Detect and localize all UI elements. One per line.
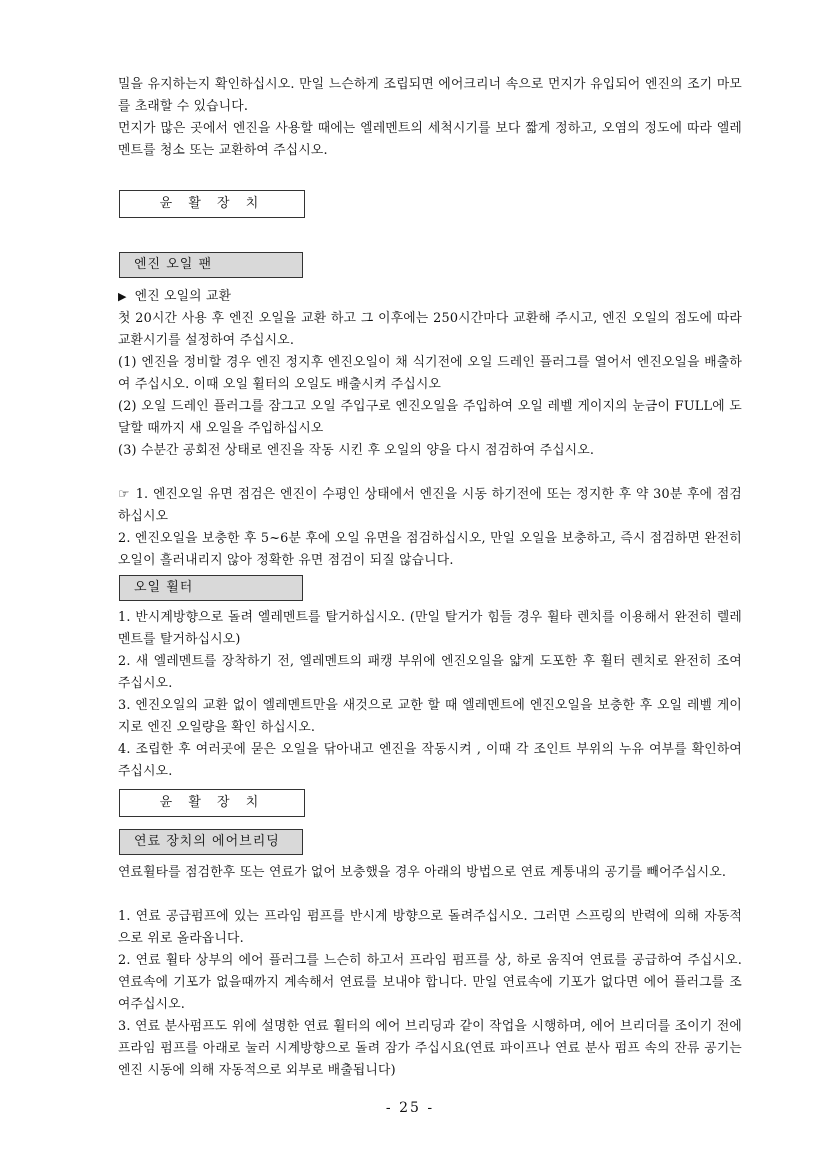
heading-oil-filter: 오일 휠터 xyxy=(119,575,303,601)
oil-filter-step-2: 2. 새 엘레멘트를 장착하기 전, 엘레멘트의 패캥 부위에 엔진오일을 얇게 도포한 후 휠터 렌치로 완전히 조여 주십시오. xyxy=(118,654,742,691)
fuel-bleed-intro: 연료휠타를 점검한후 또는 연료가 없어 보충했을 경우 아래의 방법으로 연료 계통내의 공기를 빼어주십시오. xyxy=(118,865,727,880)
oil-pan-paragraph-1: 첫 20시간 사용 후 엔진 오일을 교환 하고 그 이후에는 250시간마다 교환해 주시고, 엔진 오일의 점도에 따라 교환시기를 설정하여 주십시오. xyxy=(118,311,742,348)
section-title-lubrication-1: 윤 활 장 치 xyxy=(119,190,305,218)
section-title-lubrication-2: 윤 활 장 치 xyxy=(119,789,305,817)
oil-filter-step-3: 3. 엔진오일의 교환 없이 엘레멘트만을 새것으로 교한 할 때 엘레멘트에 엔진오일을 보충한 후 오일 레벨 게이지로 엔진 오일량을 확인 하십시오. xyxy=(118,698,742,735)
oil-pan-step-1: (1) 엔진을 정비할 경우 엔진 정지후 엔진오일이 채 식기전에 오일 드레인 플러그를 열어서 엔진오일을 배출하여 주십시오. 이때 오일 휠터의 오일도 배출시켜 주십시오 xyxy=(118,355,742,392)
triangle-bullet-icon: ▶ xyxy=(118,290,127,303)
oil-filter-step-4: 4. 조립한 후 여러곳에 묻은 오일을 닦아내고 엔진을 작동시켜 , 이때 각 조인트 부위의 누유 여부를 확인하여 주십시오. xyxy=(118,742,742,779)
note-text-1: 1. 엔진오일 유면 점검은 엔진이 수평인 상태에서 엔진을 시동 하기전에 또는 정지한 후 약 30분 후에 점검하십시오 xyxy=(118,487,742,524)
note-paragraph-1 xyxy=(118,484,742,528)
heading-fuel-air-bleeding: 연료 장치의 에어브리딩 xyxy=(119,829,303,855)
oil-pan-step-3: (3) 수분간 공회전 상태로 엔진을 작동 시킨 후 오일의 양을 다시 점검하여 주십시오. xyxy=(118,443,595,458)
page-number: - 25 - xyxy=(385,1100,435,1116)
subheading-text: 엔진 오일의 교환 xyxy=(134,289,232,304)
intro-paragraph-2: 먼지가 많은 곳에서 엔진을 사용할 때에는 엘레멘트의 세척시기를 보다 짧게 정하고, 오염의 정도에 따라 엘레멘트를 청소 또는 교환하여 주십시오. xyxy=(118,121,742,158)
heading-engine-oil-pan: 엔진 오일 팬 xyxy=(119,252,303,278)
oil-filter-step-1: 1. 반시계방향으로 돌려 엘레멘트를 탈거하십시오. (만일 탈거가 힘들 경우 휠타 렌치를 이용해서 완전히 렐레멘트를 탈거하십시오) xyxy=(118,610,742,647)
subheading-oil-change xyxy=(118,286,742,308)
fuel-bleed-step-2: 2. 연료 휠타 상부의 에어 플러그를 느슨히 하고서 프라임 펌프를 상, 하로 움직여 연료를 공급하여 주십시오. 연료속에 기포가 없을때까지 계속해서 연료를 보내야 합니다. 만일 연료속에 기포가 없다면 에어 플러그를 조여주십시오. xyxy=(118,953,742,1012)
fuel-bleed-step-1: 1. 연료 공급펌프에 있는 프라임 펌프를 반시계 방향으로 돌려주십시오. 그러면 스프링의 반력에 의해 자동적으로 위로 올라옵니다. xyxy=(118,909,742,946)
fuel-bleed-step-3: 3. 연료 분사펌프도 위에 설명한 연료 휠터의 에어 브리딩과 같이 작업을 시행하며, 에어 브리더를 조이기 전에 프라임 펌프를 아래로 눌러 시계방향으로 돌려 잠가 주십시요(연료 파이프나 연료 분사 펌프 속의 잔류 공기는 엔진 시동에 의해 자동적으로 외부로 배출됩니다) xyxy=(118,1019,742,1078)
note-paragraph-2: 2. 엔진오일을 보충한 후 5~6분 후에 오일 유면을 점검하십시오, 만일 오일을 보충하고, 즉시 점검하면 완전히 오일이 흘러내리지 않아 정확한 유면 점검이 되질 않습니다. xyxy=(118,531,742,568)
oil-pan-step-2: (2) 오일 드레인 플러그를 잠그고 오일 주입구로 엔진오일을 주입하여 오일 레벨 게이지의 눈금이 FULL에 도달할 때까지 새 오일을 주입하십시오 xyxy=(118,399,742,436)
pointing-hand-icon: ☞ xyxy=(118,487,130,502)
intro-paragraph-1: 밀을 유지하는지 확인하십시오. 만일 느슨하게 조립되면 에어크리너 속으로 먼지가 유입되어 엔진의 조기 마모를 초래할 수 있습니다. xyxy=(118,77,742,114)
